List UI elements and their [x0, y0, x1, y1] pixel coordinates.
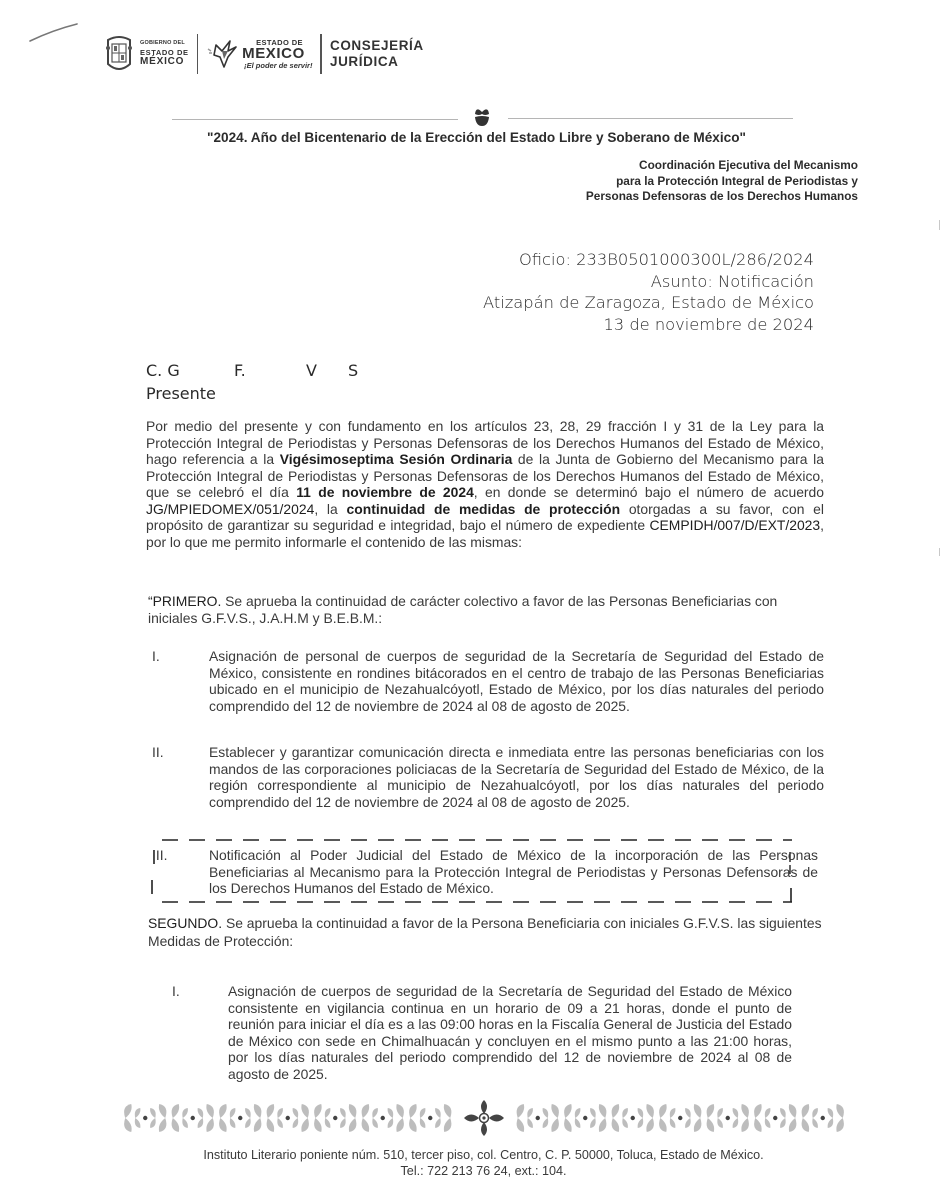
- leaf-motif: [362, 1104, 404, 1132]
- item-text: Establecer y garantizar comunicación directa e inmediata entre las personas beneficiarias con los mandos de las corporaciones policiacas de la Secretaría de Seguridad del Estado de México, de la región correspondiente al municipio de Nezahualcóyotl, por los días naturales del periodo comprendido del 12 de noviembre de 2024 al 08 de agosto de 2025.: [209, 744, 824, 810]
- text-run: Por medio del presente y con fundamento en los artículos 23, 28, 29 fracción I y 31 de la Ley para la Protección Integral de Periodistas y Personas Defensoras de los Derechos Humanos del Estado de México, hago referencia a la: [146, 418, 824, 468]
- edomex-logo: [206, 37, 312, 71]
- scan-edge-mark: [939, 548, 940, 556]
- oficio-number: Oficio: 233B0501000300L/286/2024: [518, 250, 814, 269]
- agreement-number: JG/MPIEDOMEX/051/2024: [146, 500, 315, 517]
- measure-item: [152, 744, 824, 810]
- measure-item: [172, 983, 792, 1083]
- floral-ornament-band: [103, 1100, 865, 1136]
- initial: S: [348, 361, 359, 380]
- header-logos: [104, 30, 424, 78]
- item-text: Notificación al Poder Judicial del Estado de México de la incorporación de las Personas Beneficiarias al Mecanismo para la Protección Integral de Periodistas y Personas Defensoras de los Derechos Humanos del Estado de México.: [209, 847, 818, 897]
- header-rule-left: [172, 119, 458, 120]
- scan-edge-mark: [939, 220, 940, 230]
- logo-divider: [320, 34, 322, 74]
- resolution-text: Se aprueba la continuidad de carácter colectivo a favor de las Personas Beneficiarias con iniciales G.F.V.S., J.A.H.M y B.E.B.M.:: [148, 593, 778, 626]
- text-run: , la: [314, 500, 347, 517]
- central-flower-icon: [464, 1100, 504, 1136]
- leaf-motif: [409, 1104, 451, 1132]
- file-number: CEMPIDH/007/D/EXT/2023: [649, 517, 821, 534]
- leaf-motif: [219, 1104, 261, 1132]
- text-run: , en donde se determinó bajo el número de acuerdo: [473, 484, 824, 501]
- gov-logo-line1: GOBIERNO DEL: [140, 40, 185, 46]
- leaf-motif: [612, 1104, 654, 1132]
- leaf-motif: [707, 1104, 749, 1132]
- resolution-text: Se aprueba la continuidad a favor de la Persona Beneficiaria con iniciales G.F.V.S. las siguientes Medidas de Protección:: [148, 915, 822, 949]
- edomex-logo-line1: ESTADO DE: [256, 37, 303, 47]
- edomex-logo-line2: MEXICO: [242, 45, 305, 62]
- department-line2: JURÍDICA: [329, 54, 399, 69]
- measure-item: [152, 648, 824, 714]
- leaf-motif: [564, 1104, 606, 1132]
- intro-paragraph: [146, 418, 824, 550]
- text-run: de la Junta de Gobierno del Mecanismo para la Protección Integral de Periodistas y Personas Defensoras de los Derechos Humanos del Estado de México, que se celebró el día: [146, 451, 824, 501]
- issuing-office: [586, 158, 858, 205]
- leaf-motif: [267, 1104, 309, 1132]
- resolution-label: SEGUNDO.: [148, 915, 223, 931]
- item-number: I.: [172, 983, 180, 999]
- item-number: III.: [152, 847, 168, 863]
- leaf-motif: [659, 1104, 701, 1132]
- measure-item: [152, 847, 818, 897]
- reference-block: [483, 249, 814, 335]
- resolution-segundo: [148, 915, 826, 950]
- text-run: , por lo que me permito informarle el contenido de las mismas:: [146, 517, 824, 550]
- session-name: Vigésimoseptima Sesión Ordinaria: [279, 451, 513, 468]
- initial: V: [306, 361, 317, 380]
- edomex-logo-slogan: ¡El poder de servir!: [244, 61, 313, 70]
- pen-stroke-mark: [28, 22, 80, 44]
- initial: C. G: [146, 361, 180, 380]
- initial: F.: [234, 361, 246, 380]
- item-text: Asignación de personal de cuerpos de seguridad de la Secretaría de Seguridad del Estado de México, consistente en rondines bitácorados en el centro de trabajo de las Personas Beneficiarias ubicado en el municipio de Nezahualcóyotl, Estado de México, por los días naturales del periodo comprendido del 12 de noviembre de 2024 al 08 de agosto de 2025.: [209, 648, 824, 714]
- addressee: [146, 359, 358, 405]
- resolution-primero: [148, 593, 824, 626]
- issuing-office-line: para la Protección Integral de Periodistas y: [616, 173, 858, 188]
- header-rule-right: [508, 118, 793, 119]
- place: Atizapán de Zaragoza, Estado de México: [483, 293, 814, 312]
- year-motto: "2024. Año del Bicentenario de la Erección del Estado Libre y Soberano de México": [207, 130, 746, 145]
- addressee-initials: [146, 359, 358, 382]
- leaf-motif: [517, 1104, 559, 1132]
- document-date: 13 de noviembre de 2024: [603, 314, 814, 334]
- leaf-motif: [124, 1104, 166, 1132]
- item-text: Asignación de cuerpos de seguridad de la Secretaría de Seguridad del Estado de México consistente en vigilancia continua en un horario de 09 a 21 horas, donde el punto de reunión para iniciar el día es a las 09:00 horas en la Fiscalía General de Justicia del Estado de México con sede en Chimalhuacán y concluyen en el mismo punto a las 21:00 horas, por los días naturales del periodo comprendido del 12 de noviembre de 2024 al 08 de agosto de 2025.: [228, 983, 792, 1082]
- leaf-motif: [802, 1104, 844, 1132]
- issuing-office-line: Coordinación Ejecutiva del Mecanismo: [639, 158, 858, 172]
- sprout-ornament-icon: [471, 106, 493, 128]
- logo-divider: [197, 34, 199, 74]
- greeting: Presente: [146, 384, 216, 403]
- department-line1: CONSEJERÍA: [329, 38, 424, 53]
- leaf-motif: [754, 1104, 796, 1132]
- session-date: 11 de noviembre de 2024: [296, 484, 474, 501]
- item-number: I.: [152, 648, 160, 664]
- footer: [0, 1147, 941, 1179]
- gov-logo-text: [140, 41, 189, 67]
- subject: Asunto: Notificación: [650, 271, 814, 291]
- issuing-office-line: Personas Defensoras de los Derechos Humanos: [585, 189, 858, 203]
- hummingbird-icon: [206, 37, 240, 71]
- footer-phone: Tel.: 722 213 76 24, ext.: 104.: [400, 1164, 567, 1178]
- leaf-motif: [314, 1104, 356, 1132]
- footer-address: Instituto Literario poniente núm. 510, tercer piso, col. Centro, C. P. 50000, Toluca, Estado de México.: [203, 1148, 764, 1162]
- resolution-label: “PRIMERO.: [148, 593, 222, 609]
- department-name: [330, 38, 424, 70]
- gov-logo-line3: MÉXICO: [140, 56, 185, 67]
- leaf-motif: [172, 1104, 214, 1132]
- state-coat-of-arms-icon: [104, 34, 134, 74]
- measure-continuity: continuidad de medidas de protección: [346, 500, 621, 517]
- gov-logo-line2: ESTADO DE: [140, 47, 189, 57]
- text-run: otorgadas a su favor, con el propósito de garantizar su seguridad e integridad, bajo el número de expediente: [146, 500, 824, 534]
- item-number: II.: [152, 744, 164, 760]
